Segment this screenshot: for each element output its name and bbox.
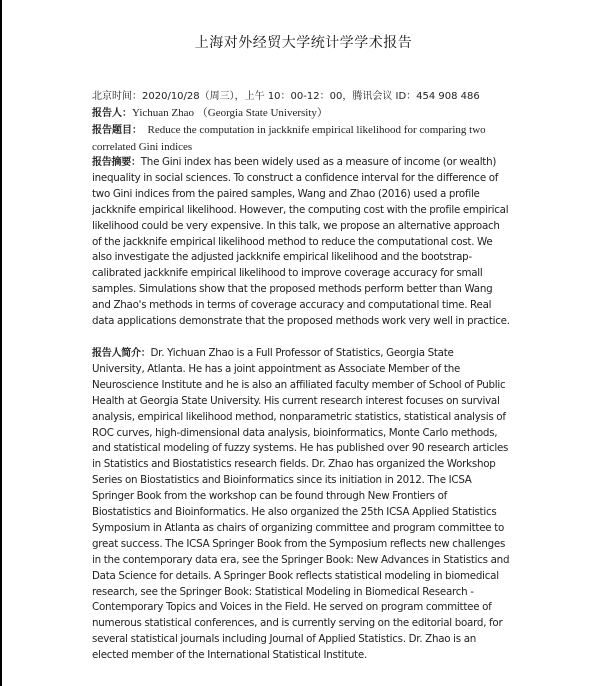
bio-text: Health at Georgia State University. His current research interest focuses on survival bbox=[92, 394, 500, 407]
bio-text: elected member of the International Statistical Institute. bbox=[92, 649, 367, 662]
bio-text: Biostatistics and Bioinformatics. He also organized the 25th ICSA Applied Statistics bbox=[92, 506, 497, 519]
abstract-line bbox=[92, 203, 524, 219]
bio-text: Series on Biostatistics and Bioinformatics since its initiation in 2012. The ICSA bbox=[92, 474, 472, 487]
bio-line bbox=[92, 394, 524, 410]
bio-line bbox=[92, 505, 524, 521]
abstract-text: of the jackknife empirical likelihood method to reduce the computational cost. We bbox=[92, 235, 493, 248]
bio-text: in the contemporary data era, see the Springer Book: New Advances in Statistics and bbox=[92, 553, 510, 566]
abstract-text: data applications demonstrate that the proposed methods work very well in practice. bbox=[92, 315, 510, 328]
abstract-text: likelihood could be very expensive. In this talk, we propose an alternative approach bbox=[92, 219, 500, 232]
abstract-text: calibrated jackknife empirical likelihood to improve coverage accuracy for small bbox=[92, 267, 483, 280]
abstract-line bbox=[92, 266, 524, 282]
speaker-line bbox=[92, 105, 524, 122]
topic-label: 报告题目： bbox=[92, 125, 142, 136]
topic-value-line1: Reduce the computation in jackknife empirical likelihood for comparing two bbox=[142, 124, 486, 136]
bio-line bbox=[92, 426, 524, 442]
bio-text: Dr. Yichuan Zhao is a Full Professor of Statistics, Georgia State bbox=[150, 346, 454, 359]
abstract-line bbox=[92, 219, 524, 235]
abstract-paragraph bbox=[92, 155, 524, 330]
bio-line bbox=[92, 410, 524, 426]
abstract-text: jackknife empirical likelihood. However, the computing cost with the profile empirical bbox=[92, 203, 509, 216]
abstract-line bbox=[92, 298, 524, 314]
abstract-line bbox=[92, 314, 524, 330]
bio-text: ROC curves, high-dimensional data analysis, bioinformatics, Monte Carlo methods, bbox=[92, 426, 498, 439]
abstract-text: samples. Simulations show that the proposed methods perform better than Wang bbox=[92, 283, 493, 296]
left-border-line bbox=[0, 0, 2, 686]
bio-text: several statistical journals including Journal of Applied Statistics. Dr. Zhao is an bbox=[92, 633, 477, 646]
document-title: 上海对外经贸大学统计学学术报告 bbox=[194, 35, 413, 51]
bio-text: in Statistics and Biostatistics research fields. Dr. Zhao has organized the Workshop bbox=[92, 458, 496, 471]
bio-line bbox=[92, 632, 524, 648]
bio-label: 报告人简介： bbox=[92, 347, 151, 359]
bio-text: Springer Book from the workshop can be found through New Frontiers of bbox=[92, 490, 448, 503]
bio-line bbox=[92, 616, 524, 632]
bio-text: and statistical modeling of fuzzy systems. He has published over 90 research articles bbox=[92, 442, 509, 455]
bio-line bbox=[92, 378, 524, 394]
bio-text: great success. The ICSA Springer Book from the Symposium reflects new challenges bbox=[92, 537, 506, 550]
bio-text: numerous statistical conferences, and is currently serving on the editorial board, for bbox=[92, 617, 503, 630]
bio-line bbox=[92, 537, 524, 553]
document-body bbox=[92, 89, 524, 664]
abstract-text: also investigate the adjusted jackknife empirical likelihood and the bootstrap- bbox=[92, 251, 472, 264]
bio-line bbox=[92, 553, 524, 569]
abstract-line bbox=[92, 235, 524, 251]
bio-line bbox=[92, 441, 524, 457]
bio-line bbox=[92, 457, 524, 473]
abstract-text: and Zhao's methods in terms of coverage accuracy and computational time. Real bbox=[92, 299, 492, 312]
abstract-text: two Gini indices from the paired samples, Wang and Zhao (2016) used a profile bbox=[92, 187, 480, 200]
abstract-text: inequality in social sciences. To construct a confidence interval for the difference of bbox=[92, 171, 499, 184]
bio-text: Data Science for details. A Springer Book reflects statistical modeling in biomedical bbox=[92, 569, 499, 582]
bio-line bbox=[92, 473, 524, 489]
abstract-line bbox=[92, 155, 524, 171]
bio-line bbox=[92, 346, 524, 362]
bio-line bbox=[92, 585, 524, 601]
bio-line bbox=[92, 362, 524, 378]
bio-text: Contemporary Topics and Voices in the Field. He served on program committee of bbox=[92, 601, 492, 614]
speaker-label: 报告人： bbox=[92, 108, 132, 119]
abstract-line bbox=[92, 187, 524, 203]
abstract-line bbox=[92, 282, 524, 298]
abstract-line bbox=[92, 250, 524, 266]
topic-line bbox=[92, 122, 524, 139]
bio-line bbox=[92, 600, 524, 616]
bio-text: research, see the Springer Book: Statistical Modeling in Biomedical Research - bbox=[92, 585, 474, 598]
bio-paragraph bbox=[92, 346, 524, 664]
speaker-value: Yichuan Zhao （Georgia State University） bbox=[132, 107, 328, 119]
bio-text: Symposium in Atlanta as chairs of organizing committee and program committee to bbox=[92, 521, 505, 534]
bio-line bbox=[92, 489, 524, 505]
bio-line bbox=[92, 648, 524, 664]
bio-line bbox=[92, 521, 524, 537]
abstract-label: 报告摘要： bbox=[92, 157, 141, 168]
bio-line bbox=[92, 569, 524, 585]
abstract-line bbox=[92, 171, 524, 187]
bio-text: University, Atlanta. He has a joint appointment as Associate Member of the bbox=[92, 362, 461, 375]
time-info: 北京时间：2020/10/28（周三），上午 10：00-12：00，腾讯会议 ID：454 908 486 bbox=[92, 91, 480, 102]
topic-value-line2: correlated Gini indices bbox=[92, 141, 193, 153]
bio-text: analysis, empirical likelihood method, nonparametric statistics, statistical analysis of bbox=[92, 410, 506, 423]
bio-text: Neuroscience Institute and he is also an affiliated faculty member of School of Public bbox=[92, 378, 506, 391]
abstract-text: The Gini index has been widely used as a measure of income (or wealth) bbox=[140, 156, 497, 168]
